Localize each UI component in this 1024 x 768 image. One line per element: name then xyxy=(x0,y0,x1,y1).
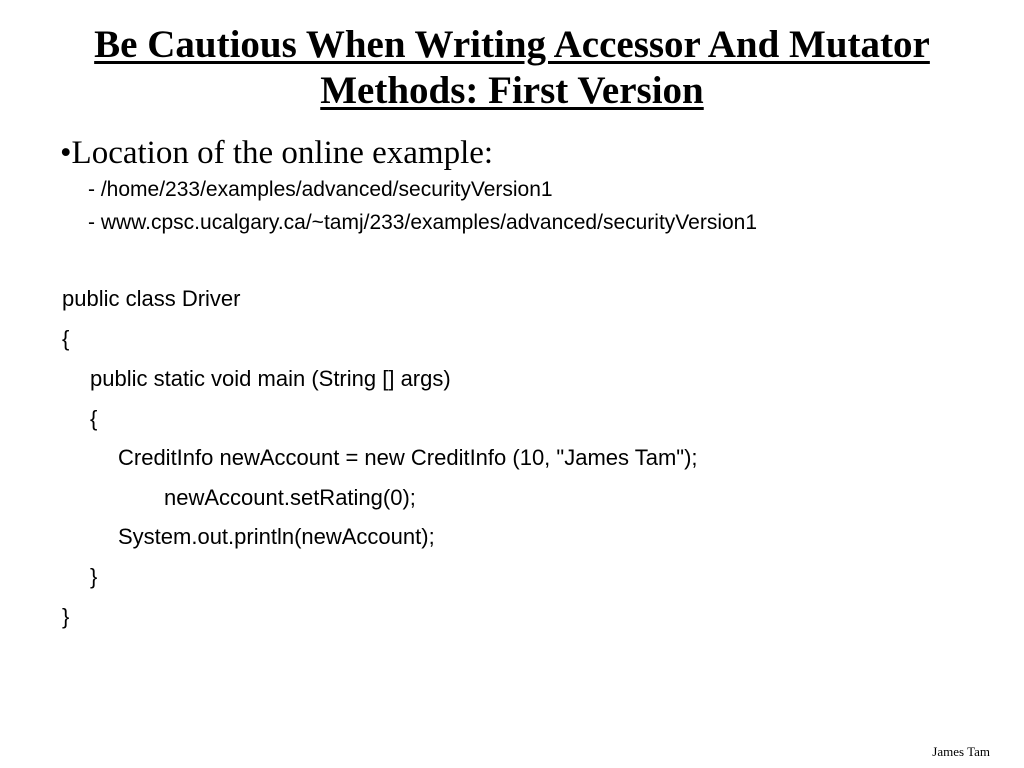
code-line-class-close-brace: } xyxy=(62,604,70,629)
sub-item-local-path: - /home/233/examples/advanced/securityVersion1 xyxy=(88,178,553,201)
sub-item-web-path: - www.cpsc.ucalgary.ca/~tamj/233/examples/advanced/securityVersion1 xyxy=(88,211,758,234)
code-line-println: System.out.println(newAccount); xyxy=(118,524,435,549)
code-line-set-rating: newAccount.setRating(0); xyxy=(164,485,416,510)
footer-author: James Tam xyxy=(932,744,990,759)
code-line-open-brace: { xyxy=(62,326,70,351)
code-line-main-open-brace: { xyxy=(90,406,98,431)
slide-title xyxy=(0,22,1024,114)
slide-title-line-1: Be Cautious When Writing Accessor And Mutator xyxy=(94,23,930,66)
code-line-new-account: CreditInfo newAccount = new CreditInfo (10, "James Tam"); xyxy=(118,445,698,470)
code-line-class-decl: public class Driver xyxy=(62,286,241,311)
bullet-location-heading: •Location of the online example: xyxy=(60,135,494,171)
code-line-main-decl: public static void main (String [] args) xyxy=(90,366,451,391)
slide-title-line-2: Methods: First Version xyxy=(320,69,704,112)
code-line-main-close-brace: } xyxy=(90,564,98,589)
